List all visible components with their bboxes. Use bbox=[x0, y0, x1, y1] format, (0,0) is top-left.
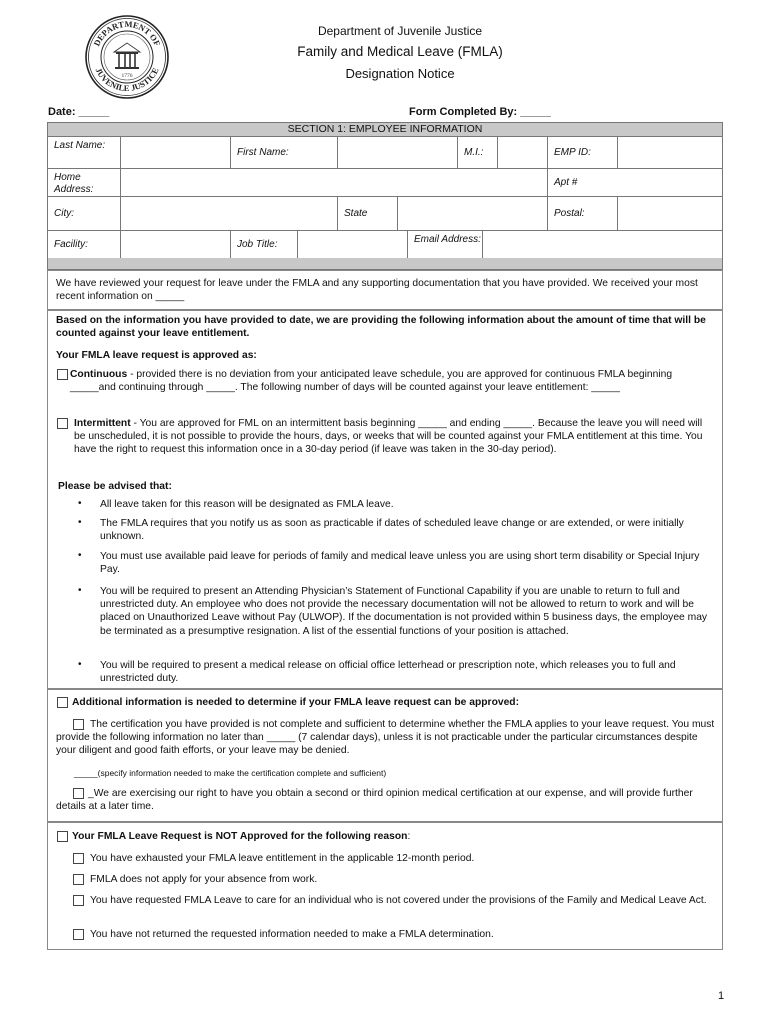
row-address bbox=[48, 169, 722, 197]
department-seal bbox=[84, 14, 170, 100]
bullet-dot: • bbox=[78, 550, 82, 561]
email-input[interactable] bbox=[482, 231, 724, 259]
advisory-bullet: You must use available paid leave for periods of family and medical leave unless you are using short term disability or Special Injury Pay. bbox=[100, 551, 700, 576]
row-city bbox=[48, 197, 722, 231]
job-title-input[interactable] bbox=[297, 231, 407, 259]
specify-line bbox=[74, 767, 386, 780]
svg-text:1776: 1776 bbox=[121, 73, 133, 79]
specify-text: (specify information needed to make the certification complete and sufficient) bbox=[97, 768, 387, 778]
reason-checkbox[interactable] bbox=[73, 895, 84, 906]
svg-text:JUVENILE JUSTICE: JUVENILE JUSTICE bbox=[93, 65, 161, 94]
intermittent-option bbox=[74, 417, 715, 457]
additional-info-section bbox=[47, 689, 723, 822]
advisory-bullet: The FMLA requires that you notify us as soon as practicable if dates of scheduled leave change or are extended, or were initially unknown. bbox=[100, 518, 684, 543]
not-approved-checkbox[interactable] bbox=[57, 831, 68, 842]
continuous-label: Continuous bbox=[70, 369, 128, 380]
bullet-dot: • bbox=[78, 659, 82, 670]
facility-label: Facility: bbox=[54, 239, 88, 250]
city-label: City: bbox=[54, 207, 74, 219]
bullet-dot: • bbox=[78, 517, 82, 528]
continuous-option bbox=[70, 368, 715, 394]
lead-text: Based on the information you have provided to date, we are providing the following information about the amount of time that will be counted against your leave entitlement. bbox=[56, 315, 706, 340]
email-label: Email Address: bbox=[407, 231, 482, 259]
certification-text: The certification you have provided is not complete and sufficient to determine whether the FMLA applies to your leave request. You must provide the following information no later than _____ (7 calendar days), unless it is not practicable under the particular circumstances despite your diligent and good faith efforts, or your leave may be denied. bbox=[56, 719, 715, 757]
reason-checkbox[interactable] bbox=[73, 929, 84, 940]
advisory-bullet: You will be required to present a medical release on official office letterhead or prescription note, which releases you to full and unrestricted duty. bbox=[100, 660, 676, 685]
reason-text: You have not returned the requested information needed to make a FMLA determination. bbox=[90, 929, 494, 940]
advised-heading: Please be advised that: bbox=[58, 481, 172, 492]
continuous-checkbox[interactable] bbox=[57, 369, 68, 380]
last-name-input[interactable] bbox=[120, 137, 230, 168]
intermittent-checkbox[interactable] bbox=[57, 418, 68, 429]
not-approved-section bbox=[47, 822, 723, 950]
apt-field[interactable]: Apt # bbox=[547, 169, 724, 196]
row-facility bbox=[48, 231, 722, 259]
approval-section bbox=[47, 310, 723, 689]
facility-input[interactable] bbox=[120, 231, 230, 259]
continuous-text: - provided there is no deviation from your anticipated leave schedule, you are approved for continuous FMLA beginning _____and continuing through _____. The following number of days will be counted against your leave entitlement: _____ bbox=[70, 369, 673, 394]
not-approved-heading-line bbox=[72, 830, 712, 843]
emp-id-input[interactable] bbox=[617, 137, 724, 168]
advisory-bullet: All leave taken for this reason will be designated as FMLA leave. bbox=[100, 499, 394, 510]
home-address-input[interactable] bbox=[120, 169, 547, 196]
section-divider bbox=[47, 258, 723, 270]
intermittent-text: - You are approved for FML on an intermittent basis beginning _____ and ending _____. Because the leave you will need will be unscheduled, it is not possible to provide the hours, days, or weeks that will be counted against your FMLA entitlement at this time. You have the right to request this information once in a 30-day period (if leave was taken in the 30-day period). bbox=[74, 418, 703, 456]
reason-text: FMLA does not apply for your absence from work. bbox=[90, 874, 318, 885]
intro-box bbox=[47, 270, 723, 310]
additional-heading: Additional information is needed to determine if your FMLA leave request can be approved: bbox=[72, 697, 520, 708]
first-name-label: First Name: bbox=[230, 137, 337, 168]
last-name-label: Last Name: bbox=[54, 140, 106, 151]
approved-heading: Your FMLA leave request is approved as: bbox=[56, 350, 257, 361]
employee-info-table bbox=[47, 122, 723, 270]
emp-id-label: EMP ID: bbox=[547, 137, 617, 168]
agency-name: Department of Juvenile Justice bbox=[317, 24, 483, 38]
intro-text: We have reviewed your request for leave under the FMLA and any supporting documentation that you have provided. We received your most recent information on _____ bbox=[56, 278, 698, 303]
mi-input[interactable] bbox=[497, 137, 547, 168]
state-input[interactable] bbox=[397, 197, 547, 230]
second-opinion-text: _We are exercising our right to have you obtain a second or third opinion medical certification at our expense, and will provide further details at a later time. bbox=[56, 788, 693, 813]
page-number: 1 bbox=[718, 990, 725, 1002]
advisory-bullet: You will be required to present an Attending Physician’s Statement of Functional Capability if you are unable to return to full and unrestricted duty. An employee who does not provide the necessary documentation will not be allowed to return to work and will be placed on Unauthorized Leave without Pay (ULWOP). If the documentation is not provided within 5 business days, the employee may be terminated as a presumptive resignation. A list of the essential functions of your position is attached. bbox=[100, 586, 708, 637]
state-label: State bbox=[337, 197, 397, 230]
job-title-label: Job Title: bbox=[230, 231, 297, 259]
specify-blank[interactable]: _____ bbox=[74, 768, 98, 778]
intermittent-label: Intermittent bbox=[74, 418, 131, 429]
date-field[interactable]: Date: _____ bbox=[48, 106, 110, 118]
first-name-input[interactable] bbox=[337, 137, 457, 168]
reason-text: You have exhausted your FMLA leave entitlement in the applicable 12-month period. bbox=[90, 853, 475, 864]
completed-by-field[interactable]: Form Completed By: _____ bbox=[409, 106, 551, 118]
additional-info-checkbox[interactable] bbox=[57, 697, 68, 708]
home-address-label: Home Address: bbox=[54, 172, 94, 195]
reason-checkbox[interactable] bbox=[73, 874, 84, 885]
mi-label: M.I.: bbox=[457, 137, 497, 168]
row-name bbox=[48, 137, 722, 169]
form-subtitle: Designation Notice bbox=[345, 66, 455, 81]
form-title: Family and Medical Leave (FMLA) bbox=[297, 44, 503, 59]
reason-checkbox[interactable] bbox=[73, 853, 84, 864]
city-input[interactable] bbox=[120, 197, 337, 230]
postal-label: Postal: bbox=[547, 197, 617, 230]
bullet-dot: • bbox=[78, 498, 82, 509]
not-approved-heading: Your FMLA Leave Request is NOT Approved for the following reason bbox=[72, 831, 408, 842]
section1-title: SECTION 1: EMPLOYEE INFORMATION bbox=[48, 123, 722, 137]
heading-colon: : bbox=[407, 831, 411, 842]
postal-input[interactable] bbox=[617, 197, 724, 230]
svg-text:DEPARTMENT OF: DEPARTMENT OF bbox=[91, 18, 163, 48]
bullet-dot: • bbox=[78, 585, 82, 596]
reason-text: You have requested FMLA Leave to care for an individual who is not covered under the provisions of the Family and Medical Leave Act. bbox=[90, 895, 707, 906]
